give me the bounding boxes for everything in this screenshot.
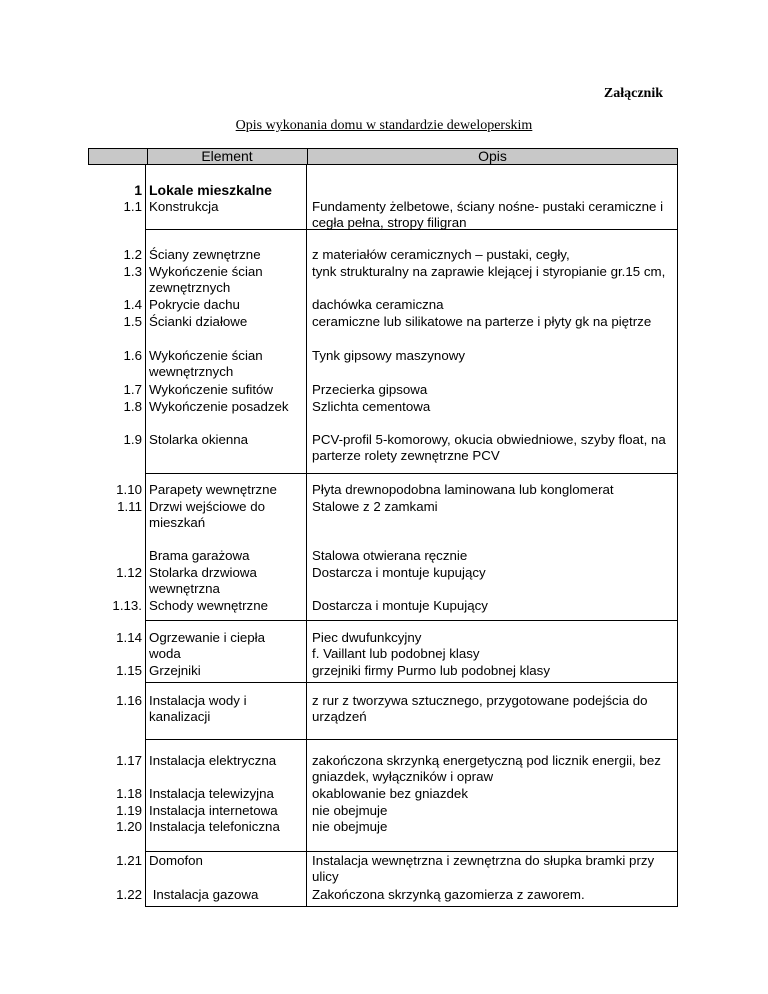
header-opis: Opis <box>478 148 507 164</box>
document-page: Załącznik Opis wykonania domu w standardzie deweloperskim Element Opis 1 Lokale mieszkalne 1.1 Konstrukcja Fundamenty żelbetowe, ściany nośne- pustaki ceramiczne i cegła pełna, stropy filigran 1.2 Ściany zewnętrzne z materiałów ceramicznych – pustaki, cegły, 1.3 Wykończenie ścian zewnętrznych tynk strukturalny na zaprawie klejącej i styropianie gr.15 cm, 1.4 Pokrycie dachu dachówka ceramiczna 1.5 Ścianki działowe ceramiczne lub silikatowe na parterze i płyty gk na piętrze 1.6 Wykończenie ścian wewnętrznych Tynk gipsowy maszynowy 1.7 Wykończenie sufitów Przecierka gipsowa 1.8 Wykończenie posadzek Szlichta cementowa 1.9 Stolarka okienna PCV-profil 5-komorowy, okucia obwiedniowe, szyby float, na parterze rolety zewnętrzne PCV 1.10 Parapety wewnętrzne Płyta drewnopodobna laminowana lub konglomerat 1.11 Drzwi wejściowe do mieszkań Stalowe z 2 zamkami Brama garażowa Stalowa otwierana ręcznie 1.12 Stolarka drzwiowa wewnętrzna Dostarcza i montuje kupujący 1.13. Schody wewnętrzne Dostarcza i montuje Kupujący 1.14 Ogrzewanie i ciepła woda Piec dwufunkcyjny f. Vaillant lub podobnej klasy 1.15 Grzejniki grzejniki firmy Purmo lub podobnej klasy 1.16 Instalacja wody i kanalizacji z rur z tworzywa sztucznego, przygotowane podejścia do urządzeń 1.17 Instalacja elektryczna zakończona skrzynką energetyczną pod licznik energii, bez gniazdek, wyłączników i opraw 1.18 Instalacja telewizyjna okablowanie bez gniazdek 1.19 Instalacja internetowa nie obejmuje 1.20 Instalacja telefoniczna nie obejmuje 1.21 Domofon Instalacja wewnętrzna i zewnętrzna do słupka bramki przy ulicy 1.22 Instalacja gazowa Zakończona skrzynką gazomierza z zaworem. <box>0 0 768 994</box>
row-divider <box>145 739 678 740</box>
document-title: Opis wykonania domu w standardzie deweloperskim <box>235 118 533 133</box>
table-header <box>88 148 678 165</box>
column-divider <box>145 165 146 906</box>
section-number: 1 <box>134 182 142 198</box>
row-divider <box>145 620 678 621</box>
header-element: Element <box>147 149 308 164</box>
attachment-label: Załącznik <box>603 86 663 101</box>
row-divider <box>145 851 678 852</box>
section-label: Lokale mieszkalne <box>149 182 272 198</box>
row-divider <box>145 682 678 683</box>
row-divider <box>145 906 678 907</box>
header-number-cell <box>89 149 148 164</box>
column-divider <box>306 165 307 906</box>
row-divider <box>145 473 678 474</box>
